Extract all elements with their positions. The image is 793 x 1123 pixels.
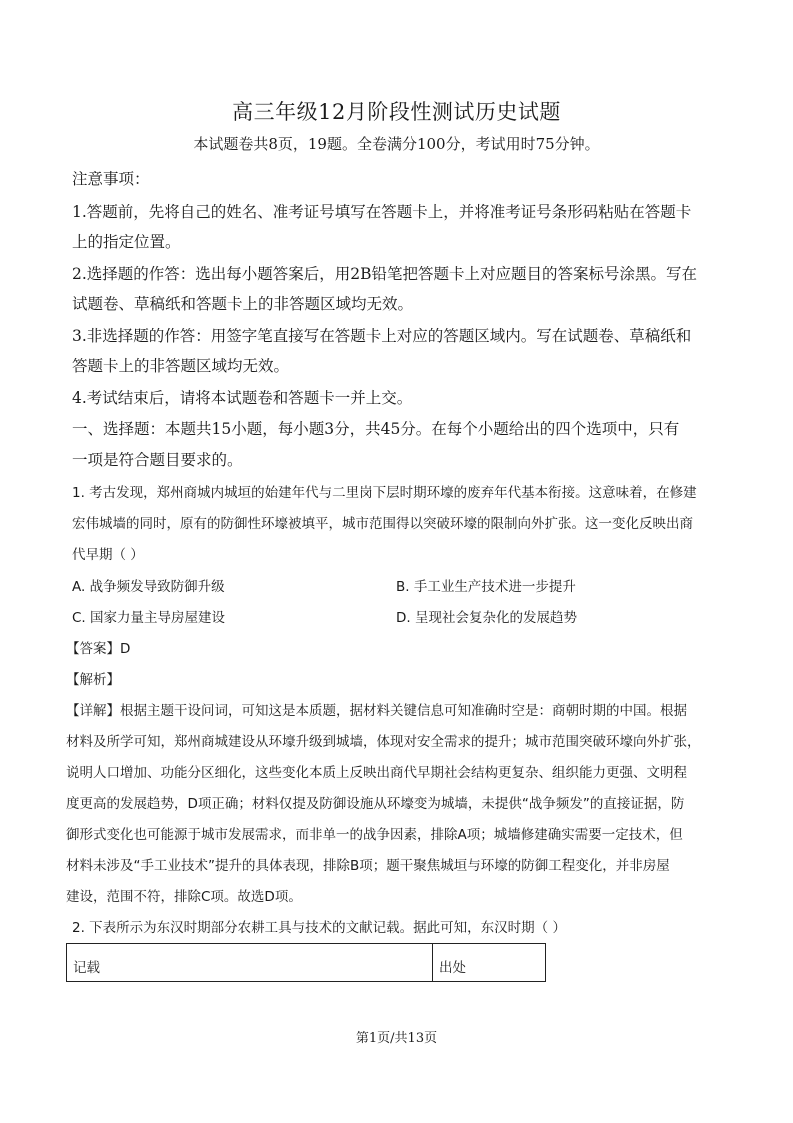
detail-line: 度更高的发展趋势，D项正确；材料仅提及防御设施从环壕变为城墙，未提供“战争频发”的直接证据，防 — [66, 796, 685, 812]
option-a: A. 战争频发导致防御升级 — [72, 579, 225, 595]
detail-line: 材料及所学可知，郑州商城建设从环壕升级到城墙，体现对安全需求的提升；城市范围突破环壕向外扩张， — [66, 734, 701, 750]
notice-line: 3.非选择题的作答：用签字笔直接写在答题卡上对应的答题区域内。写在试题卷、草稿纸和 — [72, 327, 692, 345]
notice-line: 答题卡上的非答题区域均无效。 — [72, 357, 290, 375]
notice-line: 1.答题前，先将自己的姓名、准考证号填写在答题卡上，并将准考证号条形码粘贴在答题卡 — [72, 203, 692, 221]
question-1-stem: 1. 考古发现，郑州商城内城垣的始建年代与二里岗下层时期环壕的废弃年代基本衔接。这意味着，在修建 — [72, 485, 697, 501]
question-2-stem: 2. 下表所示为东汉时期部分农耕工具与技术的文献记载。据此可知，东汉时期（ ） — [72, 920, 566, 936]
notice-line: 4.考试结束后，请将本试题卷和答题卡一并上交。 — [72, 389, 413, 407]
page-number: 第1页/共13页 — [355, 1031, 438, 1046]
notice-line: 试题卷、草稿纸和答题卡上的非答题区域均无效。 — [72, 295, 414, 313]
section-heading: 一、选择题：本题共15小题，每小题3分，共45分。在每个小题给出的四个选项中，只有 — [72, 420, 680, 438]
detail-line: 材料未涉及“手工业技术”提升的具体表现，排除B项；题干聚焦城垣与环壕的防御工程变化，并非房屋 — [66, 858, 670, 874]
notice-heading: 注意事项： — [72, 170, 150, 188]
notice-line: 上的指定位置。 — [72, 233, 181, 251]
detail-line: 【详解】根据主题干设问词，可知这是本质题，据材料关键信息可知准确时空是：商朝时期的中国。根据 — [66, 703, 687, 719]
detail-line: 御形式变化也可能源于城市发展需求，而非单一的战争因素，排除A项；城墙修建确实需要一定技术，但 — [66, 827, 683, 843]
option-c: C. 国家力量主导房屋建设 — [72, 610, 226, 626]
question-1-stem: 宏伟城墙的同时，原有的防御性环壕被填平，城市范围得以突破环壕的限制向外扩张。这一变化反映出商 — [72, 516, 693, 532]
records-table — [66, 943, 546, 982]
analysis-label: 【解析】 — [66, 672, 120, 688]
table-header-record: 记载 — [67, 944, 433, 981]
question-1-stem: 代早期（ ） — [72, 547, 144, 563]
option-b: B. 手工业生产技术进一步提升 — [396, 579, 576, 595]
detail-line: 建设，范围不符，排除C项。故选D项。 — [66, 889, 302, 905]
page-title: 高三年级12月阶段性测试历史试题 — [232, 100, 561, 124]
answer: 【答案】D — [66, 641, 131, 657]
detail-line: 说明人口增加、功能分区细化，这些变化本质上反映出商代早期社会结构更复杂、组织能力更强、文明程 — [66, 765, 687, 781]
exam-info: 本试题卷共8页，19题。全卷满分100分，考试用时75分钟。 — [193, 135, 600, 153]
notice-line: 2.选择题的作答：选出每小题答案后，用2B铅笔把答题卡上对应题目的答案标号涂黑。写在 — [72, 265, 698, 283]
section-heading: 一项是符合题目要求的。 — [72, 451, 243, 469]
option-d: D. 呈现社会复杂化的发展趋势 — [396, 610, 577, 626]
table-header-source: 出处 — [439, 960, 466, 976]
